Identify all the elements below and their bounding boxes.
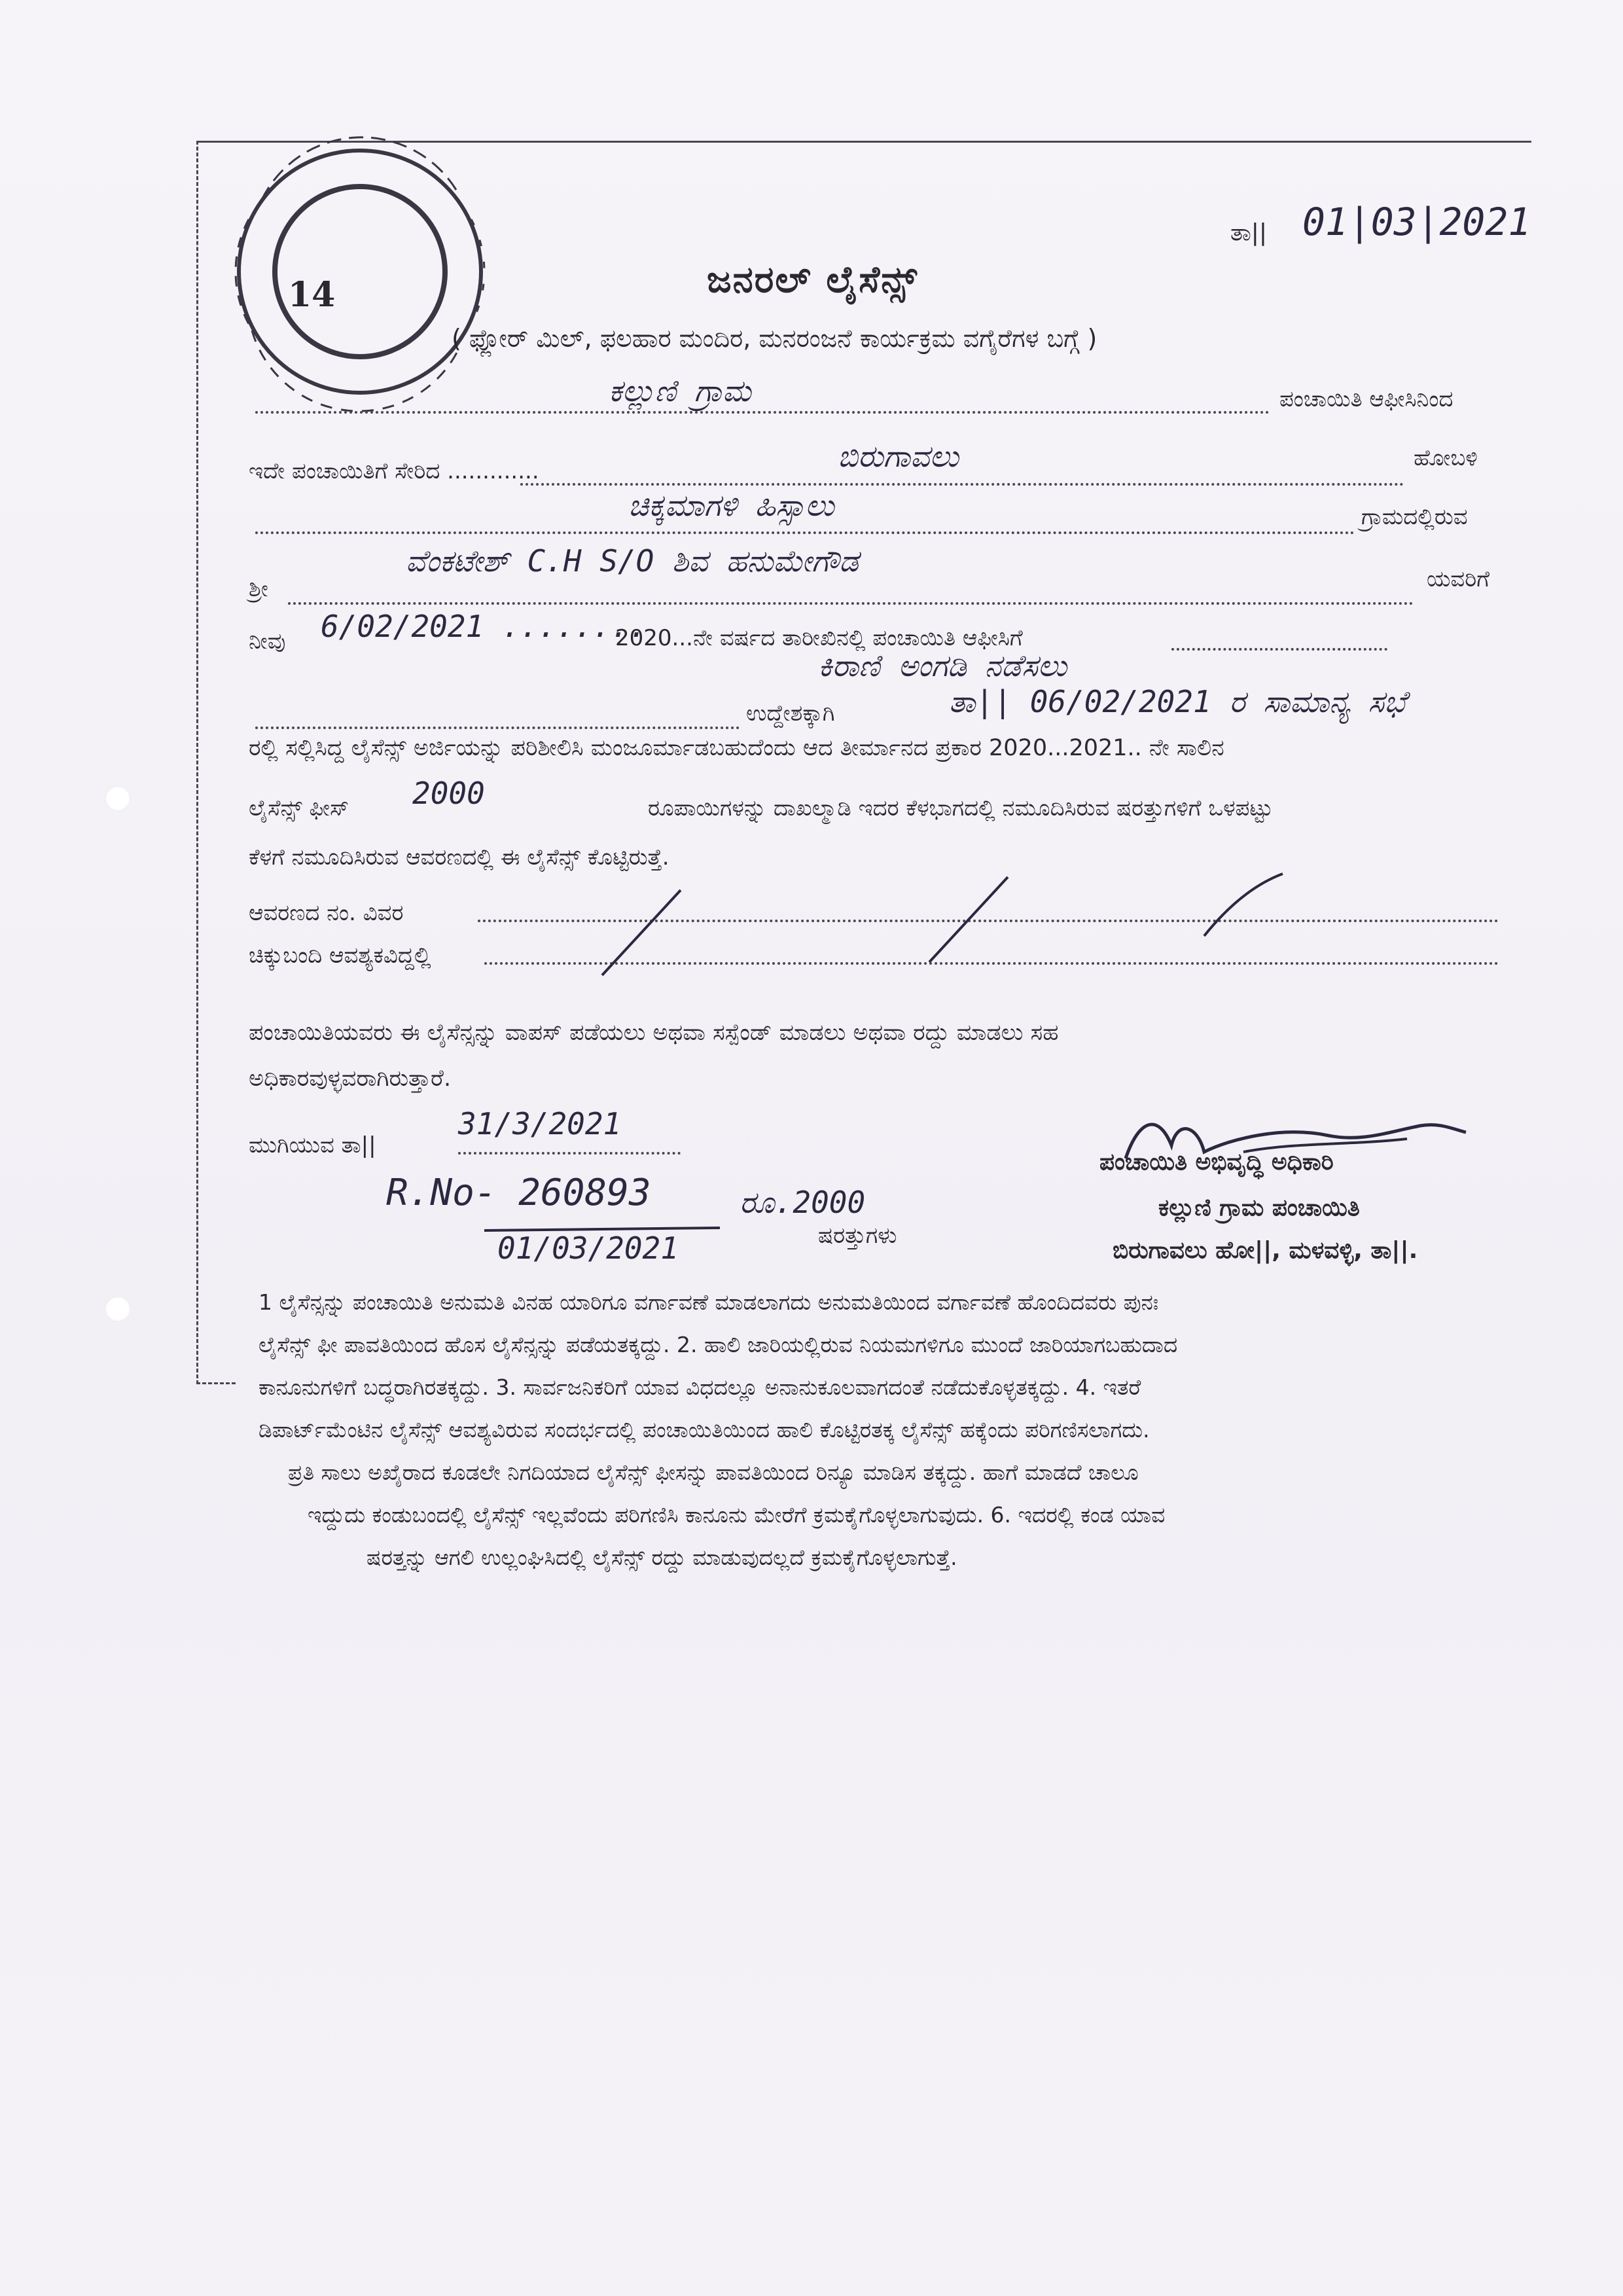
revocation-line-2: ಅಧಿಕಾರವುಳ್ಳವರಾಗಿರುತ್ತಾರೆ.: [249, 1066, 452, 1092]
purpose-date-fill: ತಾ|| 06/02/2021 ರ ಸಾಮಾನ್ಯ ಸಭೆ: [949, 684, 1406, 719]
terms-line-7: ಷರತ್ತನ್ನು ಆಗಲಿ ಉಲ್ಲಂಘಿಸಿದಲ್ಲಿ ಲೈಸೆನ್ಸ್ ರದ್ದು ಮಾಡುವುದಲ್ಲದೆ ಕ್ರಮಕೈಗೊಳ್ಳಲಾಗುತ್ತೆ.: [366, 1545, 957, 1570]
hobli-fill: ಬಿರುಗಾವಲು: [838, 439, 959, 474]
receipt-number: R.No- 260893: [386, 1172, 651, 1214]
dotted-line: [458, 1152, 681, 1155]
hobli-label: ಹೋಬಳಿ: [1414, 445, 1478, 471]
seal-serial-number: 14: [288, 275, 336, 315]
license-fee-fill: 2000: [412, 776, 485, 811]
terms-line-4: ಡಿಪಾರ್ಟ್‌ಮೆಂಟಿನ ಲೈಸೆನ್ಸ್ ಆವಶ್ಯವಿರುವ ಸಂದರ್ಭದಲ್ಲಿ ಪಂಚಾಯಿತಿಯಿಂದ ಹಾಲಿ ಕೊಟ್ಟಿರತಕ್ಕ ಲೈಸೆನ್ಸ್ ಹಕ್ಕೆಂದು ಪರಿಗಣಿಸಲಾಗದು.: [259, 1417, 1150, 1443]
terms-line-1: 1 ಲೈಸೆನ್ಸನ್ನು ಪಂಚಾಯಿತಿ ಅನುಮತಿ ವಿನಹ ಯಾರಿಗೂ ವರ್ಗಾವಣೆ ಮಾಡಲಾಗದು ಅನುಮತಿಯಿಂದ ವರ್ಗಾವಣೆ ಹೊಂದಿದವರು ಪುನಃ: [259, 1289, 1159, 1315]
conditions-heading: ಷರತ್ತುಗಳು: [818, 1223, 897, 1249]
village-label: ಗ್ರಾಮದಲ್ಲಿರುವ: [1361, 504, 1468, 530]
expiry-date-fill: 31/3/2021: [458, 1106, 622, 1141]
terms-line-5: ಪ್ರತಿ ಸಾಲು ಅಖೈರಾದ ಕೂಡಲೇ ನಿಗದಿಯಾದ ಲೈಸೆನ್ಸ್ ಫೀಸನ್ನು ಪಾವತಿಯಿಂದ ರಿನ್ಯೂ ಮಾಡಿಸ ತಕ್ಕದ್ದು. ಹಾಗೆ ಮಾಡದೆ ಚಾಲೂ: [288, 1460, 1139, 1485]
application-date-fill: 6/02/2021 ........: [321, 609, 647, 644]
body-line-2: ರೂಪಾಯಿಗಳನ್ನು ದಾಖಲ್ಮಾಡಿ ಇದರ ಕೆಳಭಾಗದಲ್ಲಿ ನಮೂದಿಸಿರುವ ಷರತ್ತುಗಳಿಗೆ ಒಳಪಟ್ಟು: [648, 795, 1273, 821]
document-title: ಜನರಲ್ ಲೈಸೆನ್ಸ್: [707, 259, 918, 301]
terms-line-3: ಕಾನೂನುಗಳಿಗೆ ಬದ್ಧರಾಗಿರತಕ್ಕದ್ದು. 3. ಸಾರ್ವಜನಿಕರಿಗೆ ಯಾವ ವಿಧದಲ್ಲೂ ಅನಾನುಕೂಲವಾಗದಂತೆ ನಡೆದುಕೊಳ್ಳತಕ್ಕದ್ದು. 4. ಇತರೆ: [259, 1374, 1141, 1400]
panchayat-included-label: ಇದೇ ಪಂಚಾಯಿತಿಗೆ ಸೇರಿದ .............: [249, 458, 539, 484]
revocation-line-1: ಪಂಚಾಯಿತಿಯವರು ಈ ಲೈಸೆನ್ಸನ್ನು ವಾಪಸ್ ಪಡೆಯಲು ಅಥವಾ ಸಸ್ಪೆಂಡ್ ಮಾಡಲು ಅಥವಾ ರದ್ದು ಮಾಡಲು ಸಹ: [249, 1020, 1059, 1046]
purpose-label: ಉದ್ದೇಶಕ್ಕಾಗಿ: [746, 700, 835, 726]
dotted-line: [288, 602, 1414, 605]
dotted-line: [520, 483, 1404, 486]
date-label: ತಾ||: [1230, 219, 1268, 246]
year-label: 2020...ನೇ ವರ್ಷದ ತಾರೀಖಿನಲ್ಲಿ ಪಂಚಾಯಿತಿ ಆಫೀಸಿಗೆ: [615, 625, 1023, 651]
village-fill: ಚಿಕ್ಕಮಾಗಳಿ ಹಿಸ್ಸಾಲು: [628, 488, 834, 523]
applicant-fill: ವೆಂಕಟೇಶ್ C.H S/O ಶಿವ ಹನುಮೇಗೌಡ: [406, 543, 859, 579]
panchayat-seal: [196, 134, 563, 475]
receipt-amount: ರೂ.2000: [740, 1185, 866, 1220]
body-line-1: ರಲ್ಲಿ ಸಲ್ಲಿಸಿದ್ದ ಲೈಸೆನ್ಸ್ ಅರ್ಜಿಯನ್ನು ಪರಿಶೀಲಿಸಿ ಮಂಜೂರ್ಮಾಡಬಹುದೆಂದು ಆದ ತೀರ್ಮಾನದ ಪ್ರಕಾರ 2020...2021.. ನೇ ಸಾಲಿನ: [249, 735, 1224, 761]
form-frame-bottom: [196, 1382, 236, 1384]
panchayat-name-fill: ಕಲ್ಲುಣಿ ಗ್ರಾಮ: [609, 373, 751, 408]
you-label: ನೀವು: [249, 628, 286, 655]
dotted-line: [255, 531, 1355, 534]
purpose-fill: ಕಿರಾಣಿ ಅಂಗಡಿ ನಡೆಸಲು: [818, 648, 1067, 683]
body-line-3: ಕೆಳಗೆ ನಮೂದಿಸಿರುವ ಆವರಣದಲ್ಲಿ ಈ ಲೈಸೆನ್ಸ್ ಕೊಟ್ಟಿರುತ್ತೆ.: [249, 844, 669, 870]
sri-label: ಶ್ರೀ: [249, 576, 268, 602]
enclosure-label: ಆವರಣದ ನಂ. ವಿವರ: [249, 900, 404, 926]
dotted-line: [1171, 648, 1387, 651]
punch-hole-bottom: [105, 1296, 131, 1322]
receipt-date: 01/03/2021: [497, 1230, 679, 1266]
officer-address: ಬಿರುಗಾವಲು ಹೋ||, ಮಳವಳ್ಳಿ, ತಾ||.: [1113, 1237, 1418, 1264]
receipt-underline: [484, 1224, 746, 1237]
document-subtitle: ( ಫ್ಲೋರ್ ಮಿಲ್, ಫಲಹಾರ ಮಂದಿರ, ಮನರಂಜನೆ ಕಾರ್ಯಕ್ರಮ ವಗೈರೆಗಳ ಬಗ್ಗೆ ): [452, 324, 1097, 353]
to-label: ಯವರಿಗೆ: [1427, 566, 1489, 592]
punch-hole-top: [105, 785, 131, 812]
strike-through-marks: [589, 864, 1374, 995]
terms-line-2: ಲೈಸೆನ್ಸ್ ಫೀ ಪಾವತಿಯಿಂದ ಹೊಸ ಲೈಸೆನ್ಸನ್ನು ಪಡೆಯತಕ್ಕದ್ದು. 2. ಹಾಲಿ ಜಾರಿಯಲ್ಲಿರುವ ನಿಯಮಗಳಿಗೂ ಮುಂದೆ ಜಾರಿಯಾಗಬಹುದಾದ: [259, 1332, 1178, 1357]
date-value: 01|03|2021: [1302, 200, 1531, 244]
officer-title: ಪಂಚಾಯಿತಿ ಅಭಿವೃದ್ಧಿ ಅಧಿಕಾರಿ: [1099, 1149, 1334, 1175]
dotted-line: [255, 411, 1270, 414]
panchayat-office-label: ಪಂಚಾಯಿತಿ ಆಫೀಸಿನಿಂದ: [1279, 386, 1454, 412]
expiry-label: ಮುಗಿಯುವ ತಾ||: [249, 1132, 376, 1158]
license-fee-label: ಲೈಸೆನ್ಸ್ ಫೀಸ್: [249, 795, 349, 821]
officer-panchayat: ಕಲ್ಲುಣಿ ಗ್ರಾಮ ಪಂಚಾಯಿತಿ: [1158, 1194, 1360, 1221]
terms-line-6: ಇದ್ದುದು ಕಂಡುಬಂದಲ್ಲಿ ಲೈಸೆನ್ಸ್ ಇಲ್ಲವೆಂದು ಪರಿಗಣಿಸಿ ಕಾನೂನು ಮೇರೆಗೆ ಕ್ರಮಕೈಗೊಳ್ಳಲಾಗುವುದು. 6. ಇದರಲ್ಲಿ ಕಂಡ ಯಾವ: [308, 1502, 1166, 1528]
difficulty-label: ಚಿಕ್ಕುಬಂದಿ ಆವಶ್ಯಕವಿದ್ದಲ್ಲಿ: [249, 942, 431, 969]
